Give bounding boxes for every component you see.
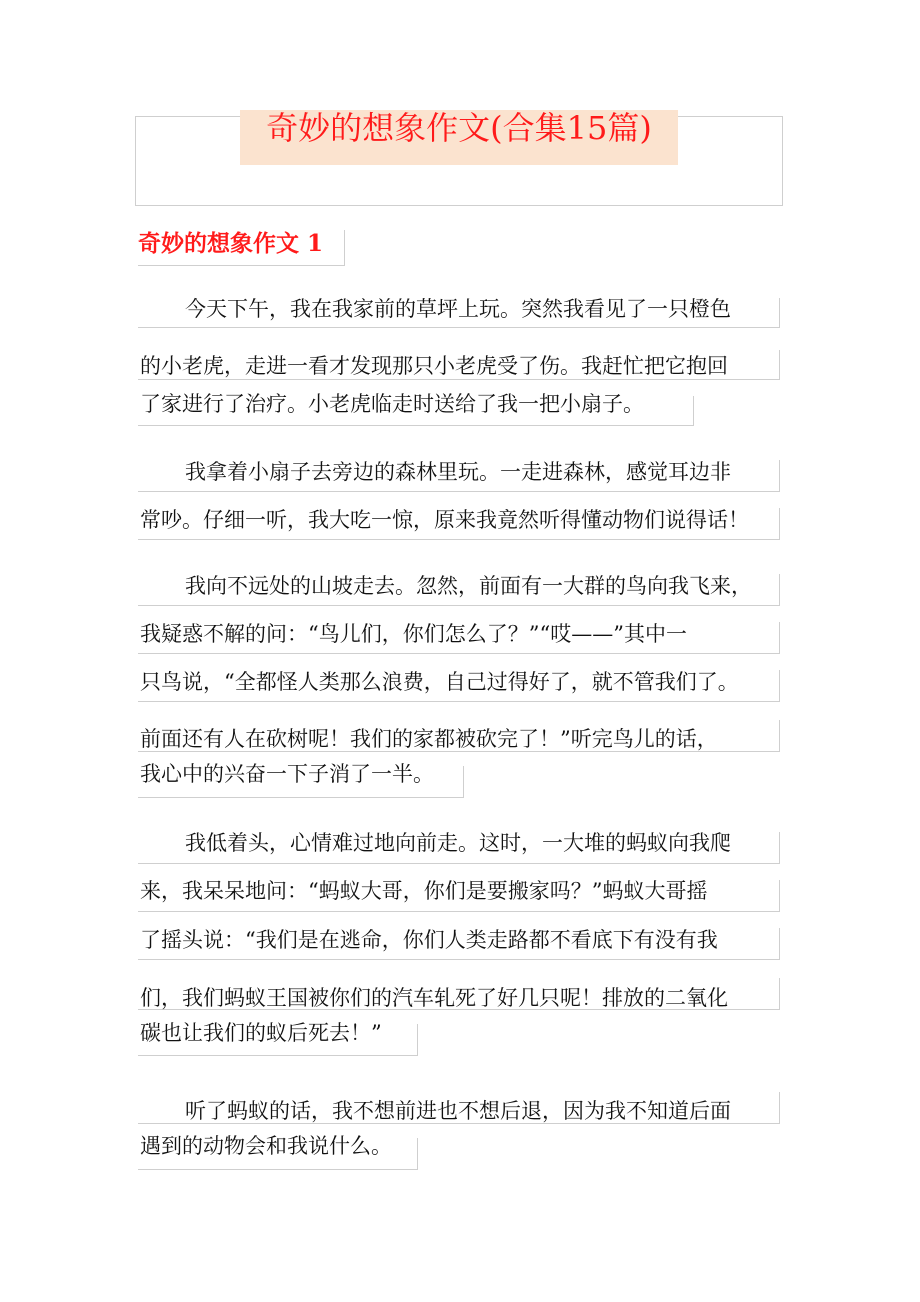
- text-line: 我心中的兴奋一下子消了一半。: [140, 762, 434, 786]
- section-heading: 奇妙的想象作文 1: [138, 230, 324, 257]
- text-line: 了摇头说：“我们是在逃命，你们人类走路都不看底下有没有我: [140, 928, 718, 952]
- text-line: 听了蚂蚁的话，我不想前进也不想后退，因为我不知道后面: [185, 1099, 731, 1123]
- text-line: 我拿着小扇子去旁边的森林里玩。一走进森林，感觉耳边非: [185, 460, 731, 484]
- text-line: 我向不远处的山坡走去。忽然，前面有一大群的鸟向我飞来，: [185, 574, 752, 598]
- text-line: 遇到的动物会和我说什么。: [140, 1134, 392, 1158]
- text-line: 们，我们蚂蚁王国被你们的汽车轧死了好几只呢！排放的二氧化: [140, 986, 728, 1010]
- text-line: 碳也让我们的蚁后死去！”: [140, 1021, 382, 1045]
- text-line: 我疑惑不解的问：“鸟儿们，你们怎么了？”“哎——”其中一: [140, 622, 687, 646]
- text-line: 常吵。仔细一听，我大吃一惊，原来我竟然听得懂动物们说得话！: [140, 508, 749, 532]
- text-line: 今天下午，我在我家前的草坪上玩。突然我看见了一只橙色: [185, 297, 731, 321]
- text-line: 我低着头，心情难过地向前走。这时，一大堆的蚂蚁向我爬: [185, 831, 731, 855]
- text-line: 的小老虎，走进一看才发现那只小老虎受了伤。我赶忙把它抱回: [140, 354, 728, 378]
- text-line: 来，我呆呆地问：“蚂蚁大哥，你们是要搬家吗？”蚂蚁大哥摇: [140, 879, 708, 903]
- text-line: 只鸟说，“全都怪人类那么浪费，自己过得好了，就不管我们了。: [140, 670, 739, 694]
- text-line: 了家进行了治疗。小老虎临走时送给了我一把小扇子。: [140, 392, 644, 416]
- document-title: 奇妙的想象作文(合集15篇): [266, 109, 652, 147]
- text-line: 前面还有人在砍树呢！我们的家都被砍完了！”听完鸟儿的话，: [140, 727, 718, 751]
